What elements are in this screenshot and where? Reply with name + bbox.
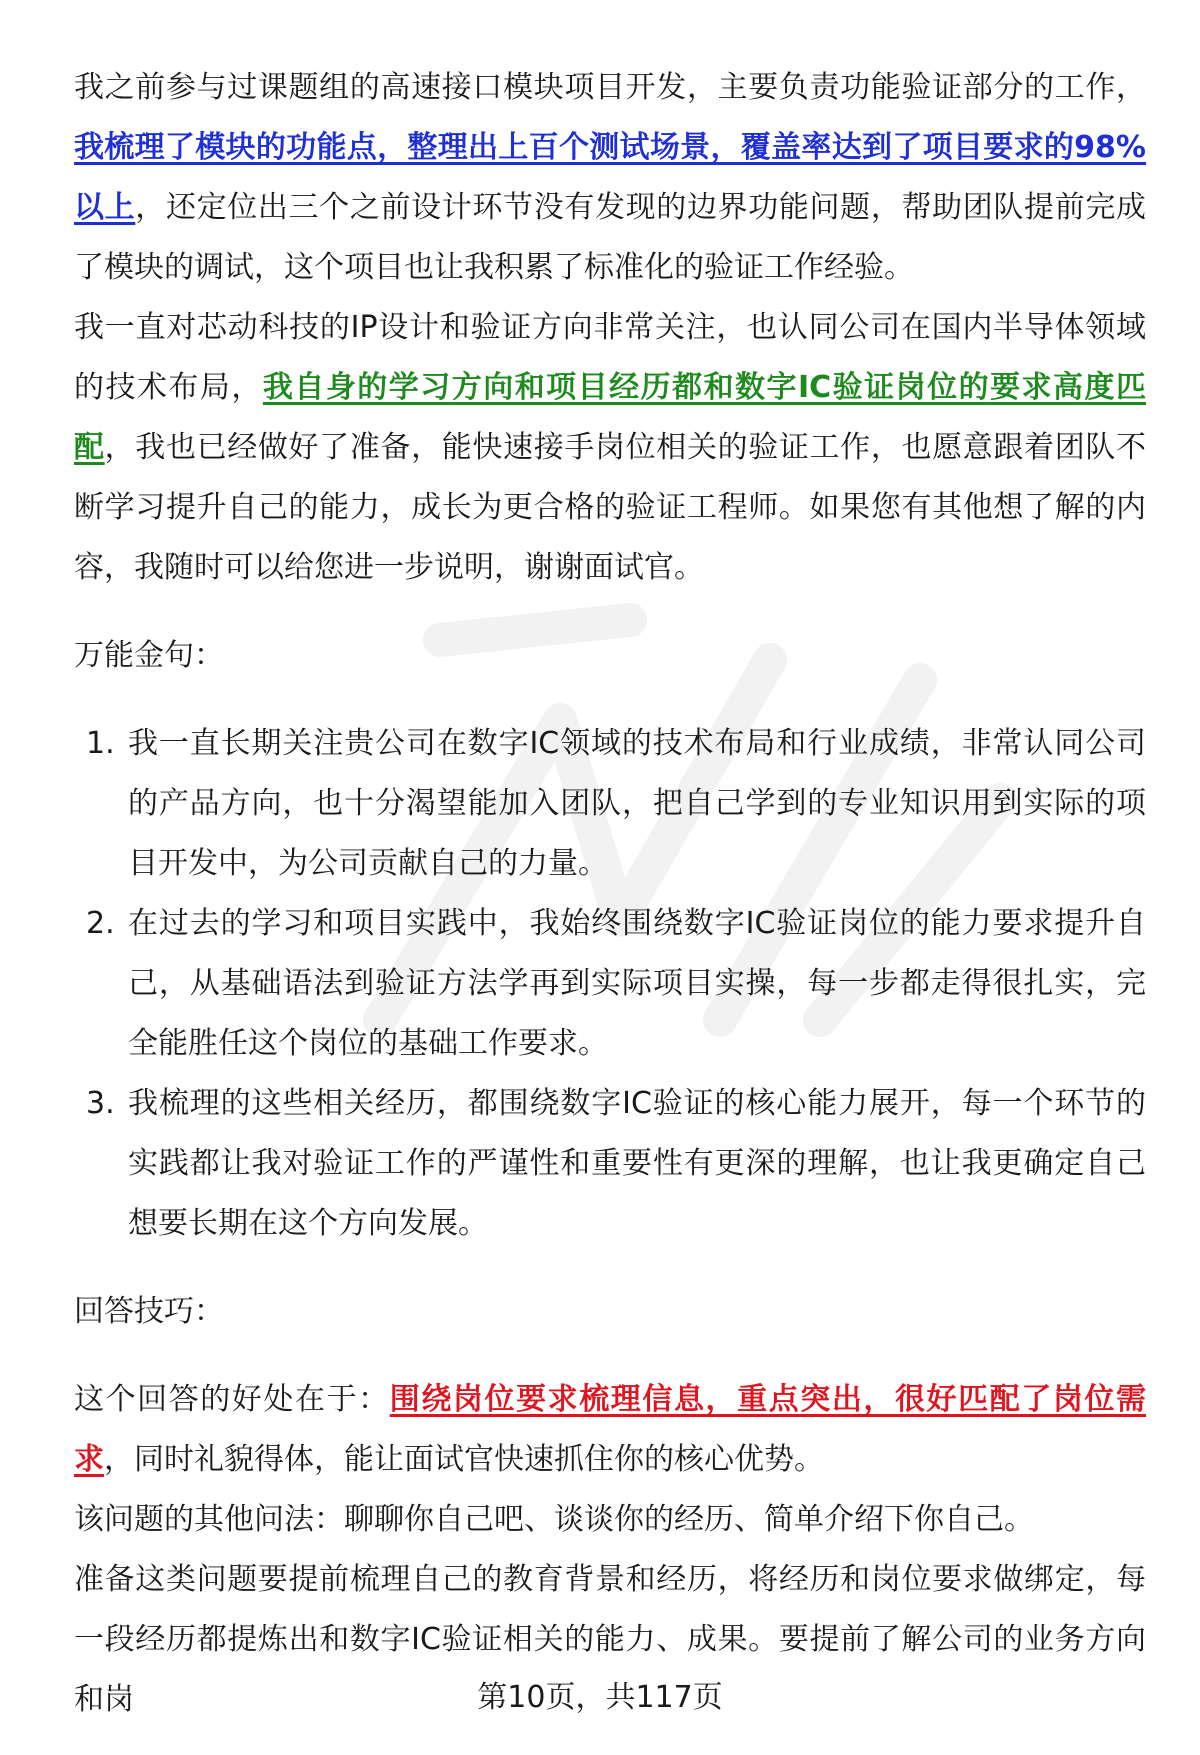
intro-p1-highlight: 我梳理了模块的功能点，整理出上百个测试场景，覆盖率达到了项目要求的98%以上 <box>74 130 1146 225</box>
intro-paragraph-2 <box>74 298 1146 598</box>
list-item-text: 我一直长期关注贵公司在数字IC领域的技术布局和行业成绩，非常认同公司的产品方向，也十分渴望能加入团队，把自己学到的专业知识用到实际的项目开发中，为公司贡献自己的力量。 <box>128 726 1146 881</box>
list-item <box>74 714 1146 894</box>
list-item <box>74 894 1146 1074</box>
intro-paragraph-1 <box>74 58 1146 298</box>
tips-paragraph-1 <box>74 1370 1146 1490</box>
tips-p1-text-c: ，同时礼貌得体，能让面试官快速抓住你的核心优势。 <box>104 1442 824 1477</box>
tips-p1-text-a: 这个回答的好处在于： <box>74 1382 390 1417</box>
tips-paragraph-3: 准备这类问题要提前梳理自己的教育背景和经历，将经历和岗位要求做绑定，每一段经历都提炼出和数字IC验证相关的能力、成果。要提前了解公司的业务方向和岗 <box>74 1562 1146 1717</box>
list-item-text: 我梳理的这些相关经历，都围绕数字IC验证的核心能力展开，每一个环节的实践都让我对验证工作的严谨性和重要性有更深的理解，也让我更确定自己想要长期在这个方向发展。 <box>128 1086 1146 1241</box>
document-body <box>74 58 1146 1730</box>
list-item-text: 在过去的学习和项目实践中，我始终围绕数字IC验证岗位的能力要求提升自己，从基础语法到验证方法学再到实际项目实操，每一步都走得很扎实，完全能胜任这个岗位的基础工作要求。 <box>128 906 1146 1061</box>
intro-p1-text-c: ，还定位出三个之前设计环节没有发现的边界功能问题，帮助团队提前完成了模块的调试，这个项目也让我积累了标准化的验证工作经验。 <box>74 190 1147 285</box>
intro-p2-text-c: ，我也已经做好了准备，能快速接手岗位相关的验证工作，也愿意跟着团队不断学习提升自己的能力，成长为更合格的验证工程师。如果您有其他想了解的内容，我随时可以给您进一步说明，谢谢面试官。 <box>74 430 1147 585</box>
list-item-number: 2. <box>86 906 115 941</box>
list-item-number: 3. <box>86 1086 115 1121</box>
golden-list <box>74 714 1146 1254</box>
intro-p2-text-a: 我一直对芯动科技的IP设计和验证方向非常关注，也认同公司在国内半导体领域的技术布局， <box>74 310 1146 405</box>
intro-p2-highlight: 我自身的学习方向和项目经历都和数字IC验证岗位的要求高度匹配 <box>74 370 1146 465</box>
golden-heading: 万能金句： <box>74 638 224 673</box>
intro-p1-text-a: 我之前参与过课题组的高速接口模块项目开发，主要负责功能验证部分的工作， <box>74 70 1146 105</box>
list-item <box>74 1074 1146 1254</box>
tips-paragraph-2: 该问题的其他问法：聊聊你自己吧、谈谈你的经历、简单介绍下你自己。 <box>74 1502 1034 1537</box>
list-item-number: 1. <box>86 726 115 761</box>
tips-heading: 回答技巧： <box>74 1294 224 1329</box>
tips-p1-highlight: 围绕岗位要求梳理信息，重点突出，很好匹配了岗位需求 <box>74 1382 1147 1477</box>
page-number: 第10页，共117页 <box>477 1680 723 1715</box>
